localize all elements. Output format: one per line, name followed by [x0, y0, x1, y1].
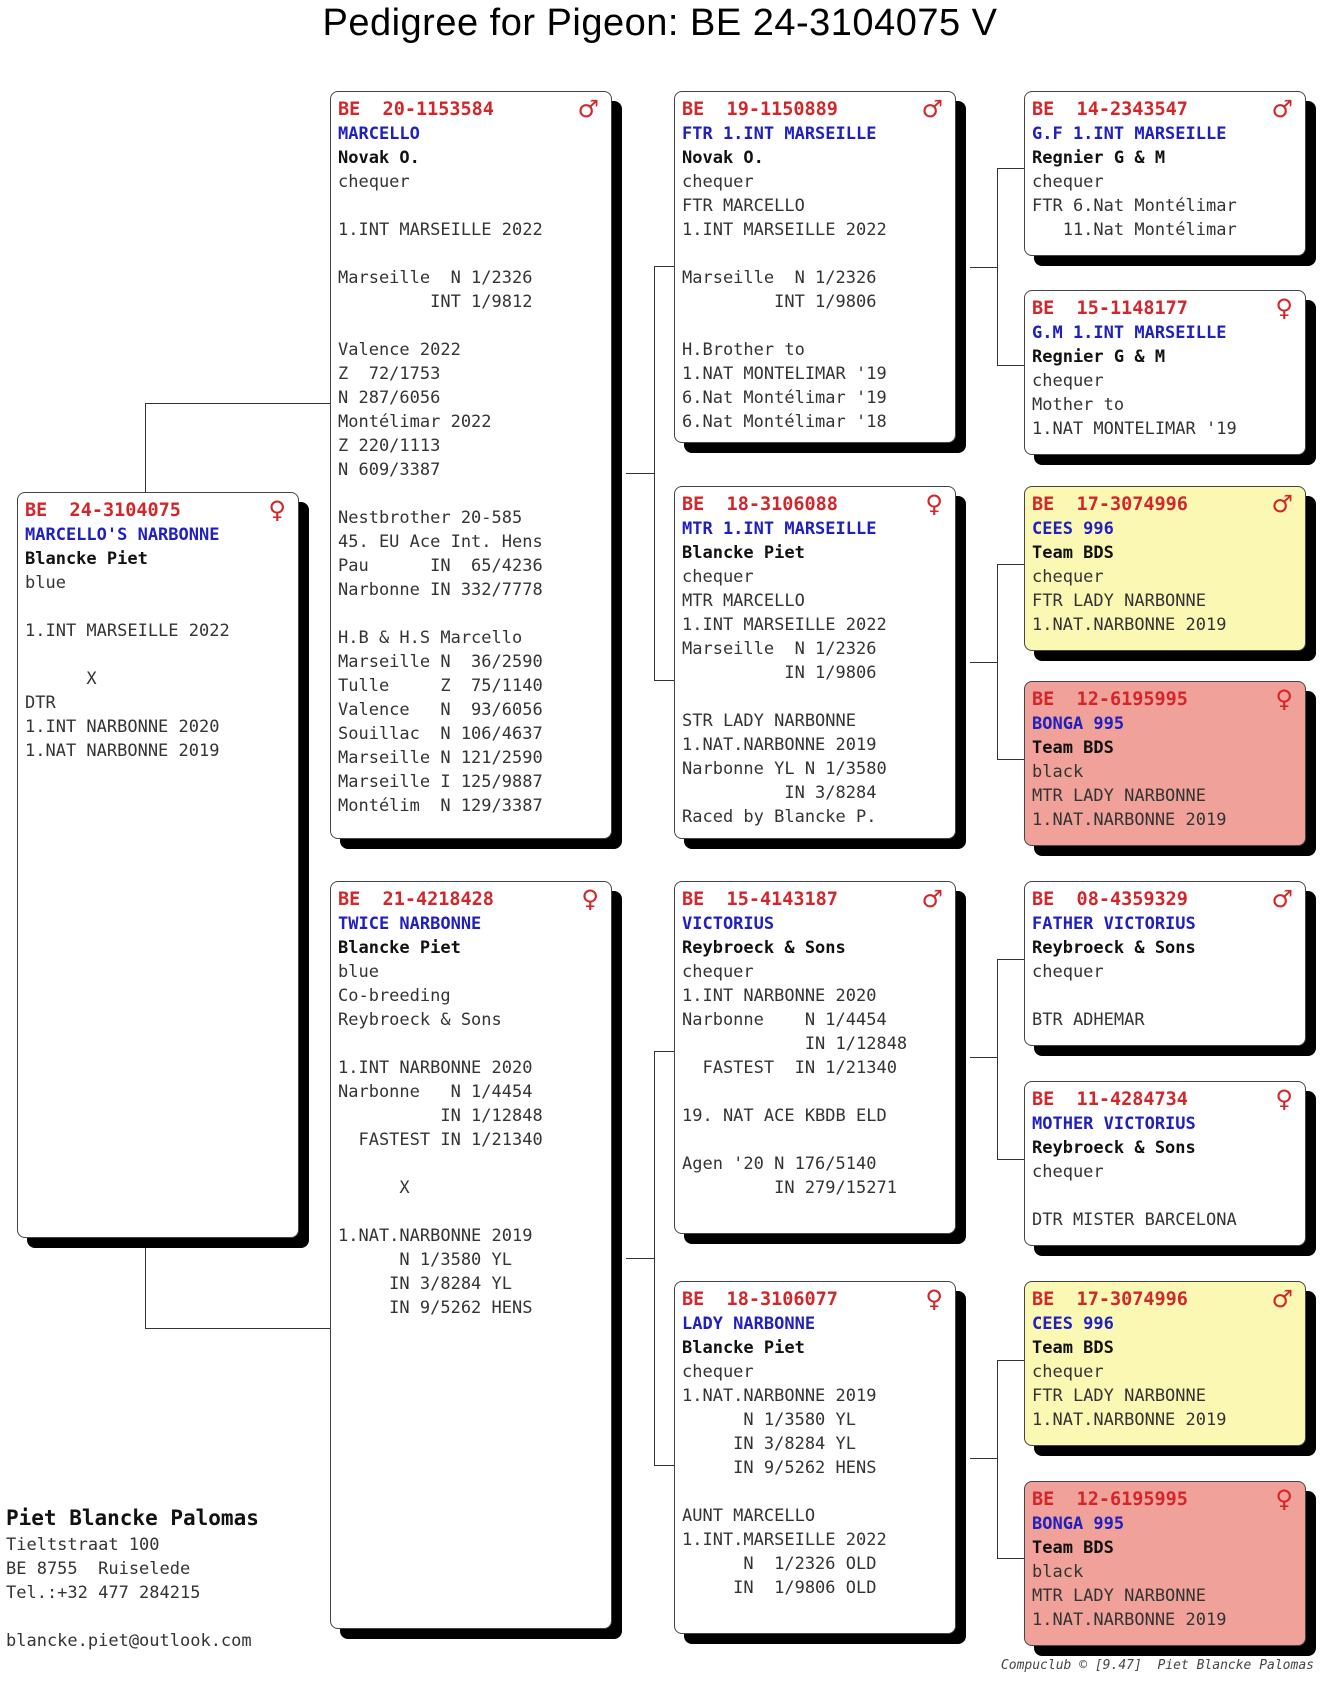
pigeon-owner: Novak O. [338, 148, 420, 168]
pigeon-info-line: Nestbrother 20-585 [338, 508, 523, 528]
pigeon-info-line: IN 3/8284 YL [338, 1274, 512, 1294]
pigeon-info-line [682, 685, 948, 709]
pigeon-info-line: chequer [682, 1362, 754, 1382]
connector-line [970, 1458, 997, 1459]
pigeon-info-line: STR LADY NARBONNE [682, 711, 856, 731]
pigeon-info-line: 45. EU Ace Int. Hens [338, 532, 543, 552]
pigeon-name: G.M 1.INT MARSEILLE [1032, 323, 1227, 343]
pigeon-name: BONGA 995 [1032, 1514, 1125, 1534]
pigeon-info-line: FTR 6.Nat Montélimar [1032, 196, 1237, 216]
pigeon-info-line: chequer [1032, 172, 1104, 192]
male-icon: ♂ [577, 95, 599, 123]
pigeon-info-line: Marseille I 125/9887 [338, 772, 543, 792]
pigeon-info-line: 1.NAT MONTELIMAR '19 [1032, 419, 1237, 439]
pigeon-info-line: Narbonne IN 332/7778 [338, 580, 543, 600]
pigeon-card-dam[interactable] [330, 881, 612, 1629]
ring-number: BE 20-1153584 [338, 99, 494, 120]
breeder-contact [6, 1503, 259, 1653]
pigeon-info-line: H.B & H.S Marcello [338, 628, 523, 648]
pigeon-info-line: Z 72/1753 [338, 364, 441, 384]
pigeon-info-line: 1.NAT.NARBONNE 2019 [1032, 1410, 1227, 1430]
pigeon-info-line: chequer [1032, 962, 1104, 982]
pigeon-info-line: Raced by Blancke P. [682, 807, 877, 827]
pigeon-info-line: 1.INT MARSEILLE 2022 [682, 220, 887, 240]
pigeon-info-line: N 609/3387 [338, 460, 441, 480]
breeder-city: BE 8755 Ruiselede [6, 1559, 191, 1579]
pigeon-card-sire-dam-dam[interactable] [1024, 681, 1306, 846]
pigeon-owner: Blancke Piet [682, 543, 805, 563]
pigeon-info-line: 1.INT.MARSEILLE 2022 [682, 1530, 887, 1550]
pigeon-info-line [338, 602, 604, 626]
breeder-email[interactable]: blancke.piet@outlook.com [6, 1631, 252, 1651]
ring-number: BE 15-4143187 [682, 889, 838, 910]
ring-number: BE 08-4359329 [1032, 889, 1188, 910]
ring-number: BE 11-4284734 [1032, 1089, 1188, 1110]
ring-number: BE 17-3074996 [1032, 494, 1188, 515]
pigeon-info-line: Co-breeding [338, 986, 451, 1006]
male-icon: ♂ [921, 95, 943, 123]
pigeon-card-dam-sire-sire[interactable] [1024, 881, 1306, 1046]
male-icon: ♂ [1271, 885, 1293, 913]
connector-line [626, 1258, 654, 1259]
pigeon-card-sire[interactable] [330, 91, 612, 839]
pigeon-info-line: 1.NAT.NARBONNE 2019 [1032, 1610, 1227, 1630]
pigeon-info-line [338, 1200, 604, 1224]
pigeon-owner: Blancke Piet [682, 1338, 805, 1358]
pigeon-card-sire-dam-sire[interactable] [1024, 486, 1306, 651]
male-icon: ♂ [921, 885, 943, 913]
pigeon-info-line [338, 1152, 604, 1176]
connector-line [997, 759, 1025, 760]
male-icon: ♂ [1271, 95, 1293, 123]
pigeon-info-line: 1.INT NARBONNE 2020 [338, 1058, 533, 1078]
pigeon-name: MARCELLO [338, 124, 420, 144]
pigeon-info-line: Tulle Z 75/1140 [338, 676, 543, 696]
female-icon: ♀ [1275, 685, 1293, 713]
pigeon-card-dam-dam-dam[interactable] [1024, 1481, 1306, 1646]
connector-line [145, 1236, 146, 1328]
pigeon-info-line: H.Brother to [682, 340, 805, 360]
female-icon: ♀ [1275, 1085, 1293, 1113]
pigeon-card-sire-dam[interactable] [674, 486, 956, 839]
pigeon-info-line: MTR MARCELLO [682, 591, 805, 611]
pigeon-owner: Blancke Piet [338, 938, 461, 958]
pigeon-info-line: Montélim N 129/3387 [338, 796, 543, 816]
ring-number: BE 14-2343547 [1032, 99, 1188, 120]
connector-line [997, 959, 1025, 960]
pigeon-info-line: 1.NAT.NARBONNE 2019 [682, 735, 877, 755]
pigeon-owner: Team BDS [1032, 738, 1114, 758]
pigeon-info-line: chequer [338, 172, 410, 192]
pigeon-info-line: IN 3/8284 [682, 783, 877, 803]
pigeon-owner: Team BDS [1032, 1338, 1114, 1358]
pigeon-info-line: Pau IN 65/4236 [338, 556, 543, 576]
pigeon-info-line: Agen '20 N 176/5140 [682, 1154, 877, 1174]
pigeon-name: VICTORIUS [682, 914, 775, 934]
pigeon-info-line: Valence 2022 [338, 340, 461, 360]
breeder-address: Tieltstraat 100 [6, 1535, 160, 1555]
pigeon-info-line: BTR ADHEMAR [1032, 1010, 1145, 1030]
connector-line [970, 662, 997, 663]
pigeon-info-line: Marseille N 1/2326 [682, 639, 877, 659]
pigeon-info-line: Marseille N 1/2326 [682, 268, 877, 288]
pigeon-card-dam-dam[interactable] [674, 1281, 956, 1634]
pigeon-owner: Blancke Piet [25, 549, 148, 569]
software-credit: Compuclub © [9.47] Piet Blancke Palomas [1000, 1658, 1314, 1673]
pigeon-info-line: 1.INT NARBONNE 2020 [25, 717, 220, 737]
pigeon-info-line: 1.NAT MONTELIMAR '19 [682, 364, 887, 384]
pigeon-info-line: MTR LADY NARBONNE [1032, 786, 1206, 806]
pigeon-info-line: 1.INT MARSEILLE 2022 [338, 220, 543, 240]
pigeon-info-line: IN 1/12848 [338, 1106, 543, 1126]
pigeon-info-line: 1.NAT.NARBONNE 2019 [1032, 615, 1227, 635]
pigeon-card-dam-sire-dam[interactable] [1024, 1081, 1306, 1246]
pigeon-info-line: AUNT MARCELLO [682, 1506, 816, 1526]
ring-number: BE 18-3106077 [682, 1289, 838, 1310]
pigeon-info-line: FTR LADY NARBONNE [1032, 1386, 1206, 1406]
pigeon-owner: Novak O. [682, 148, 764, 168]
pigeon-name: FTR 1.INT MARSEILLE [682, 124, 877, 144]
connector-line [997, 168, 1025, 169]
pigeon-info-line: MTR LADY NARBONNE [1032, 1586, 1206, 1606]
connector-line [997, 564, 1025, 565]
pigeon-info-line: FASTEST IN 1/21340 [338, 1130, 543, 1150]
male-icon: ♂ [1271, 490, 1293, 518]
pigeon-info-line: DTR MISTER BARCELONA [1032, 1210, 1237, 1230]
connector-line [997, 959, 998, 1159]
pigeon-info-line: IN 9/5262 HENS [682, 1458, 877, 1478]
pigeon-name: MTR 1.INT MARSEILLE [682, 519, 877, 539]
pigeon-info-line: chequer [682, 172, 754, 192]
pigeon-name: CEES 996 [1032, 519, 1114, 539]
pigeon-owner: Team BDS [1032, 543, 1114, 563]
pigeon-info-line: Reybroeck & Sons [338, 1010, 502, 1030]
ring-number: BE 12-6195995 [1032, 689, 1188, 710]
pigeon-info-line: blue [338, 962, 379, 982]
pigeon-info-line: 1.INT MARSEILLE 2022 [25, 621, 230, 641]
female-icon: ♀ [925, 490, 943, 518]
connector-line [654, 1465, 674, 1466]
breeder-phone: Tel.:+32 477 284215 [6, 1583, 201, 1603]
pigeon-info-line: Z 220/1113 [338, 436, 441, 456]
pigeon-info-line: Marseille N 36/2590 [338, 652, 543, 672]
pigeon-info-line: Valence N 93/6056 [338, 700, 543, 720]
connector-line [145, 403, 331, 404]
pigeon-info-line: 1.INT MARSEILLE 2022 [682, 615, 887, 635]
pigeon-card-sire-sire[interactable] [674, 91, 956, 443]
pigeon-info-line: 1.NAT.NARBONNE 2019 [1032, 810, 1227, 830]
pigeon-info-line: IN 1/9806 OLD [682, 1578, 877, 1598]
pigeon-owner: Reybroeck & Sons [1032, 938, 1196, 958]
pigeon-info-line: FTR MARCELLO [682, 196, 805, 216]
pigeon-info-line: chequer [1032, 1362, 1104, 1382]
female-icon: ♀ [268, 496, 286, 524]
connector-line [145, 1328, 331, 1329]
pigeon-info-line: 6.Nat Montélimar '18 [682, 412, 887, 432]
pigeon-info-line: IN 9/5262 HENS [338, 1298, 533, 1318]
connector-line [997, 564, 998, 759]
pigeon-name: G.F 1.INT MARSEILLE [1032, 124, 1227, 144]
pigeon-info-line [682, 1128, 948, 1152]
pigeon-info-line: black [1032, 1562, 1084, 1582]
pigeon-info-line: 6.Nat Montélimar '19 [682, 388, 887, 408]
pigeon-info-line: 1.NAT NARBONNE 2019 [25, 741, 220, 761]
pigeon-card-sire-sire-dam[interactable] [1024, 290, 1306, 455]
female-icon: ♀ [925, 1285, 943, 1313]
pigeon-card-subject[interactable] [17, 492, 299, 1238]
pigeon-info-line: X [338, 1178, 410, 1198]
pigeon-info-line: Montélimar 2022 [338, 412, 492, 432]
connector-line [997, 1360, 998, 1558]
connector-line [145, 403, 146, 493]
pigeon-name: BONGA 995 [1032, 714, 1125, 734]
connector-line [654, 1051, 674, 1052]
connector-line [654, 680, 674, 681]
pigeon-info-line [25, 595, 291, 619]
pigeon-info-line [25, 643, 291, 667]
pigeon-info-line: N 1/3580 YL [682, 1410, 856, 1430]
connector-line [654, 1051, 655, 1466]
pigeon-info-line: 1.INT NARBONNE 2020 [682, 986, 877, 1006]
ring-number: BE 15-1148177 [1032, 298, 1188, 319]
pigeon-info-line: blue [25, 573, 66, 593]
ring-number: BE 12-6195995 [1032, 1489, 1188, 1510]
pigeon-info-line: chequer [682, 962, 754, 982]
pigeon-info-line: 1.NAT.NARBONNE 2019 [338, 1226, 533, 1246]
breeder-name: Piet Blancke Palomas [6, 1506, 259, 1530]
pigeon-info-line: Souillac N 106/4637 [338, 724, 543, 744]
pigeon-info-line: 11.Nat Montélimar [1032, 220, 1237, 240]
pigeon-owner: Reybroeck & Sons [1032, 1138, 1196, 1158]
pigeon-card-dam-dam-sire[interactable] [1024, 1281, 1306, 1446]
pigeon-owner: Regnier G & M [1032, 347, 1166, 367]
pigeon-info-line: N 287/6056 [338, 388, 441, 408]
pigeon-info-line: IN 3/8284 YL [682, 1434, 856, 1454]
pigeon-info-line: IN 1/12848 [682, 1034, 908, 1054]
pigeon-info-line: chequer [1032, 371, 1104, 391]
pigeon-info-line: chequer [682, 567, 754, 587]
pigeon-info-line [1032, 1184, 1298, 1208]
pigeon-name: CEES 996 [1032, 1314, 1114, 1334]
connector-line [997, 1159, 1025, 1160]
connector-line [970, 267, 997, 268]
pigeon-info-line: DTR [25, 693, 56, 713]
pigeon-name: LADY NARBONNE [682, 1314, 816, 1334]
pigeon-info-line: INT 1/9812 [338, 292, 533, 312]
connector-line [997, 1360, 1025, 1361]
pigeon-info-line: N 1/3580 YL [338, 1250, 512, 1270]
pigeon-info-line: 19. NAT ACE KBDB ELD [682, 1106, 887, 1126]
connector-line [997, 1558, 1025, 1559]
pigeon-info-line: FASTEST IN 1/21340 [682, 1058, 897, 1078]
pigeon-info-line: IN 279/15271 [682, 1178, 897, 1198]
pigeon-name: MOTHER VICTORIUS [1032, 1114, 1196, 1134]
ring-number: BE 18-3106088 [682, 494, 838, 515]
pigeon-info-line [338, 314, 604, 338]
page-title: Pedigree for Pigeon: BE 24-3104075 V [322, 2, 998, 44]
pigeon-info-line: black [1032, 762, 1084, 782]
female-icon: ♀ [1275, 1485, 1293, 1513]
pigeon-card-sire-sire-sire[interactable] [1024, 91, 1306, 256]
pigeon-info-line: Narbonne YL N 1/3580 [682, 759, 887, 779]
pigeon-name: FATHER VICTORIUS [1032, 914, 1196, 934]
pigeon-info-line: 1.NAT.NARBONNE 2019 [682, 1386, 877, 1406]
pigeon-info-line: Marseille N 121/2590 [338, 748, 543, 768]
pigeon-name: TWICE NARBONNE [338, 914, 482, 934]
female-icon: ♀ [1275, 294, 1293, 322]
pigeon-info-line [682, 314, 948, 338]
pigeon-info-line [338, 194, 604, 218]
pigeon-info-line: chequer [1032, 1162, 1104, 1182]
pigeon-info-line: N 1/2326 OLD [682, 1554, 877, 1574]
pigeon-info-line [682, 1080, 948, 1104]
pigeon-name: MARCELLO'S NARBONNE [25, 525, 220, 545]
pigeon-owner: Reybroeck & Sons [682, 938, 846, 958]
ring-number: BE 21-4218428 [338, 889, 494, 910]
ring-number: BE 24-3104075 [25, 500, 181, 521]
pigeon-info-line [338, 1032, 604, 1056]
connector-line [654, 266, 674, 267]
pigeon-info-line: Narbonne N 1/4454 [682, 1010, 887, 1030]
pigeon-info-line: IN 1/9806 [682, 663, 877, 683]
ring-number: BE 17-3074996 [1032, 1289, 1188, 1310]
pigeon-info-line: Marseille N 1/2326 [338, 268, 533, 288]
pigeon-info-line: X [25, 669, 97, 689]
connector-line [997, 168, 998, 365]
connector-line [654, 266, 655, 681]
pigeon-card-dam-sire[interactable] [674, 881, 956, 1234]
pigeon-info-line [1032, 984, 1298, 1008]
connector-line [997, 365, 1025, 366]
pigeon-info-line [682, 1480, 948, 1504]
pigeon-info-line [338, 482, 604, 506]
connector-line [626, 473, 654, 474]
pigeon-info-line: INT 1/9806 [682, 292, 877, 312]
pigeon-owner: Team BDS [1032, 1538, 1114, 1558]
pigeon-owner: Regnier G & M [1032, 148, 1166, 168]
pigeon-info-line: Narbonne N 1/4454 [338, 1082, 533, 1102]
male-icon: ♂ [1271, 1285, 1293, 1313]
pigeon-info-line [338, 242, 604, 266]
pigeon-info-line [682, 242, 948, 266]
ring-number: BE 19-1150889 [682, 99, 838, 120]
connector-line [970, 1057, 997, 1058]
female-icon: ♀ [581, 885, 599, 913]
pigeon-info-line: Mother to [1032, 395, 1125, 415]
pigeon-info-line: chequer [1032, 567, 1104, 587]
pigeon-info-line: FTR LADY NARBONNE [1032, 591, 1206, 611]
